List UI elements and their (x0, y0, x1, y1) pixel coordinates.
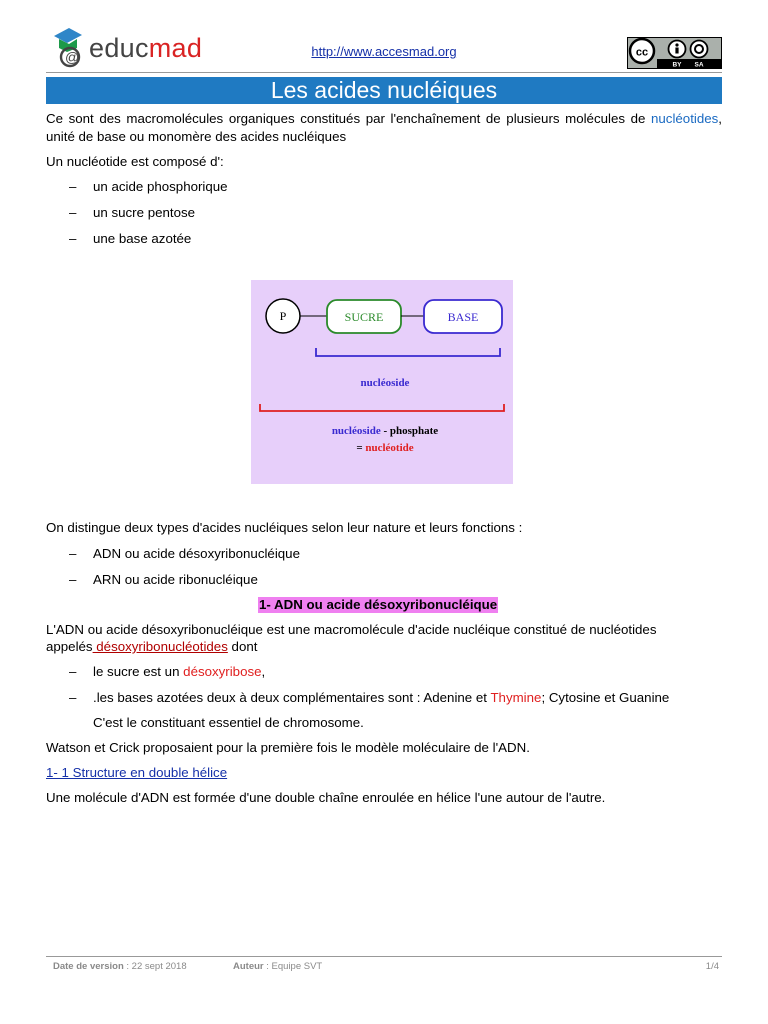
accesmad-link[interactable]: http://www.accesmad.org (311, 44, 457, 59)
logo-word-main: educ (89, 33, 149, 63)
share-alike-icon (691, 41, 708, 58)
nucleoside-bracket (316, 348, 500, 356)
formula-phosphate: - phosphate (380, 425, 439, 437)
formula-result-line (356, 442, 413, 454)
footer-date (53, 961, 187, 973)
adn-definition-line2 (46, 638, 722, 656)
formula-line (332, 425, 438, 437)
svg-text:@: @ (65, 49, 80, 65)
sugar-bullet (93, 664, 265, 679)
dash-bullet: – (69, 205, 77, 220)
author-label: Auteur (233, 961, 264, 972)
dash-bullet: – (69, 690, 77, 705)
types-intro: On distingue deux types d'acides nucléiques selon leur nature et leurs fonctions : (46, 520, 523, 535)
intro-text-part2: , unité de base ou monomère des acides nucléiques (46, 111, 722, 144)
component-item: un acide phosphorique (93, 179, 228, 194)
nucleotides-term: nucléotides (651, 111, 719, 126)
subsection-heading-double-helix[interactable] (46, 764, 227, 782)
page-title: Les acides nucléiques (46, 77, 722, 104)
adn-definition-end: dont (227, 639, 258, 654)
dash-bullet: – (69, 664, 77, 679)
sa-label: SA (694, 61, 704, 69)
footer-divider (46, 956, 722, 957)
sugar-bullet-text: le sucre est un (93, 664, 184, 679)
date-value: : 22 sept 2018 (123, 961, 187, 972)
intro-text-part1: Ce sont des macromolécules organiques constitués par l'enchaînement de plusieurs molécules de (46, 111, 646, 126)
desoxyribose-term: désoxyribose (183, 664, 262, 679)
attribution-icon (669, 41, 686, 58)
component-item: un sucre pentose (93, 205, 196, 220)
desoxyribonucleotides-term: désoxyribonucléotides (92, 639, 228, 654)
nucleoside-label: nucléoside (360, 377, 410, 389)
phosphate-label: P (279, 309, 287, 323)
watson-crick-sentence: Watson et Crick proposaient pour la première fois le modèle moléculaire de l'ADN. (46, 740, 530, 755)
cc-icon (630, 39, 654, 63)
by-label: BY (672, 61, 682, 69)
formula-nucleoside: nucléoside (331, 425, 381, 437)
nucleotide-bracket (260, 404, 504, 411)
dash-bullet: – (69, 546, 77, 561)
dash-bullet: – (69, 179, 77, 194)
page-number: 1/4 (705, 961, 719, 972)
nucleotide-diagram (251, 280, 513, 484)
type-item: ADN ou acide désoxyribonucléique (93, 546, 300, 561)
header-divider (46, 72, 722, 73)
date-label: Date de version (53, 961, 124, 972)
sugar-label: SUCRE (344, 310, 384, 324)
bases-bullet (93, 690, 669, 705)
chromosome-sentence: C'est le constituant essentiel de chromosome. (93, 715, 364, 730)
bases-bullet-text: .les bases azotées deux à deux complémentaires sont : Adenine et (93, 690, 491, 705)
bases-bullet-end: ; Cytosine et Guanine (541, 690, 670, 705)
base-label: BASE (447, 310, 479, 324)
double-helix-link[interactable]: 1- 1 Structure en double hélice (46, 765, 228, 780)
adn-definition-text: appelés (46, 639, 93, 654)
adn-definition-line1: L'ADN ou acide désoxyribonucléique est une macromolécule d'acide nucléique constitué de nucléotides (46, 622, 657, 637)
section-heading-adn: 1- ADN ou acide désoxyribonucléique (259, 597, 498, 612)
cc-text: cc (635, 46, 649, 59)
footer-author (233, 961, 322, 973)
structure-sentence: Une molécule d'ADN est formée d'une double chaîne enroulée en hélice l'une autour de l'autre. (46, 790, 606, 805)
author-value: : Equipe SVT (263, 961, 323, 972)
formula-nucleotide: nucléotide (365, 442, 414, 454)
cc-by-sa-badge[interactable] (627, 37, 722, 69)
dash-bullet: – (69, 231, 77, 246)
component-item: une base azotée (93, 231, 192, 246)
type-item: ARN ou acide ribonucléique (93, 572, 258, 587)
dash-bullet: – (69, 572, 77, 587)
sugar-bullet-end: , (261, 664, 266, 679)
composition-intro: Un nucléotide est composé d': (46, 154, 224, 169)
logo-word-accent: mad (148, 33, 203, 63)
thymine-term: Thymine (490, 690, 542, 705)
formula-equals: = (356, 442, 366, 454)
intro-paragraph (46, 110, 722, 146)
